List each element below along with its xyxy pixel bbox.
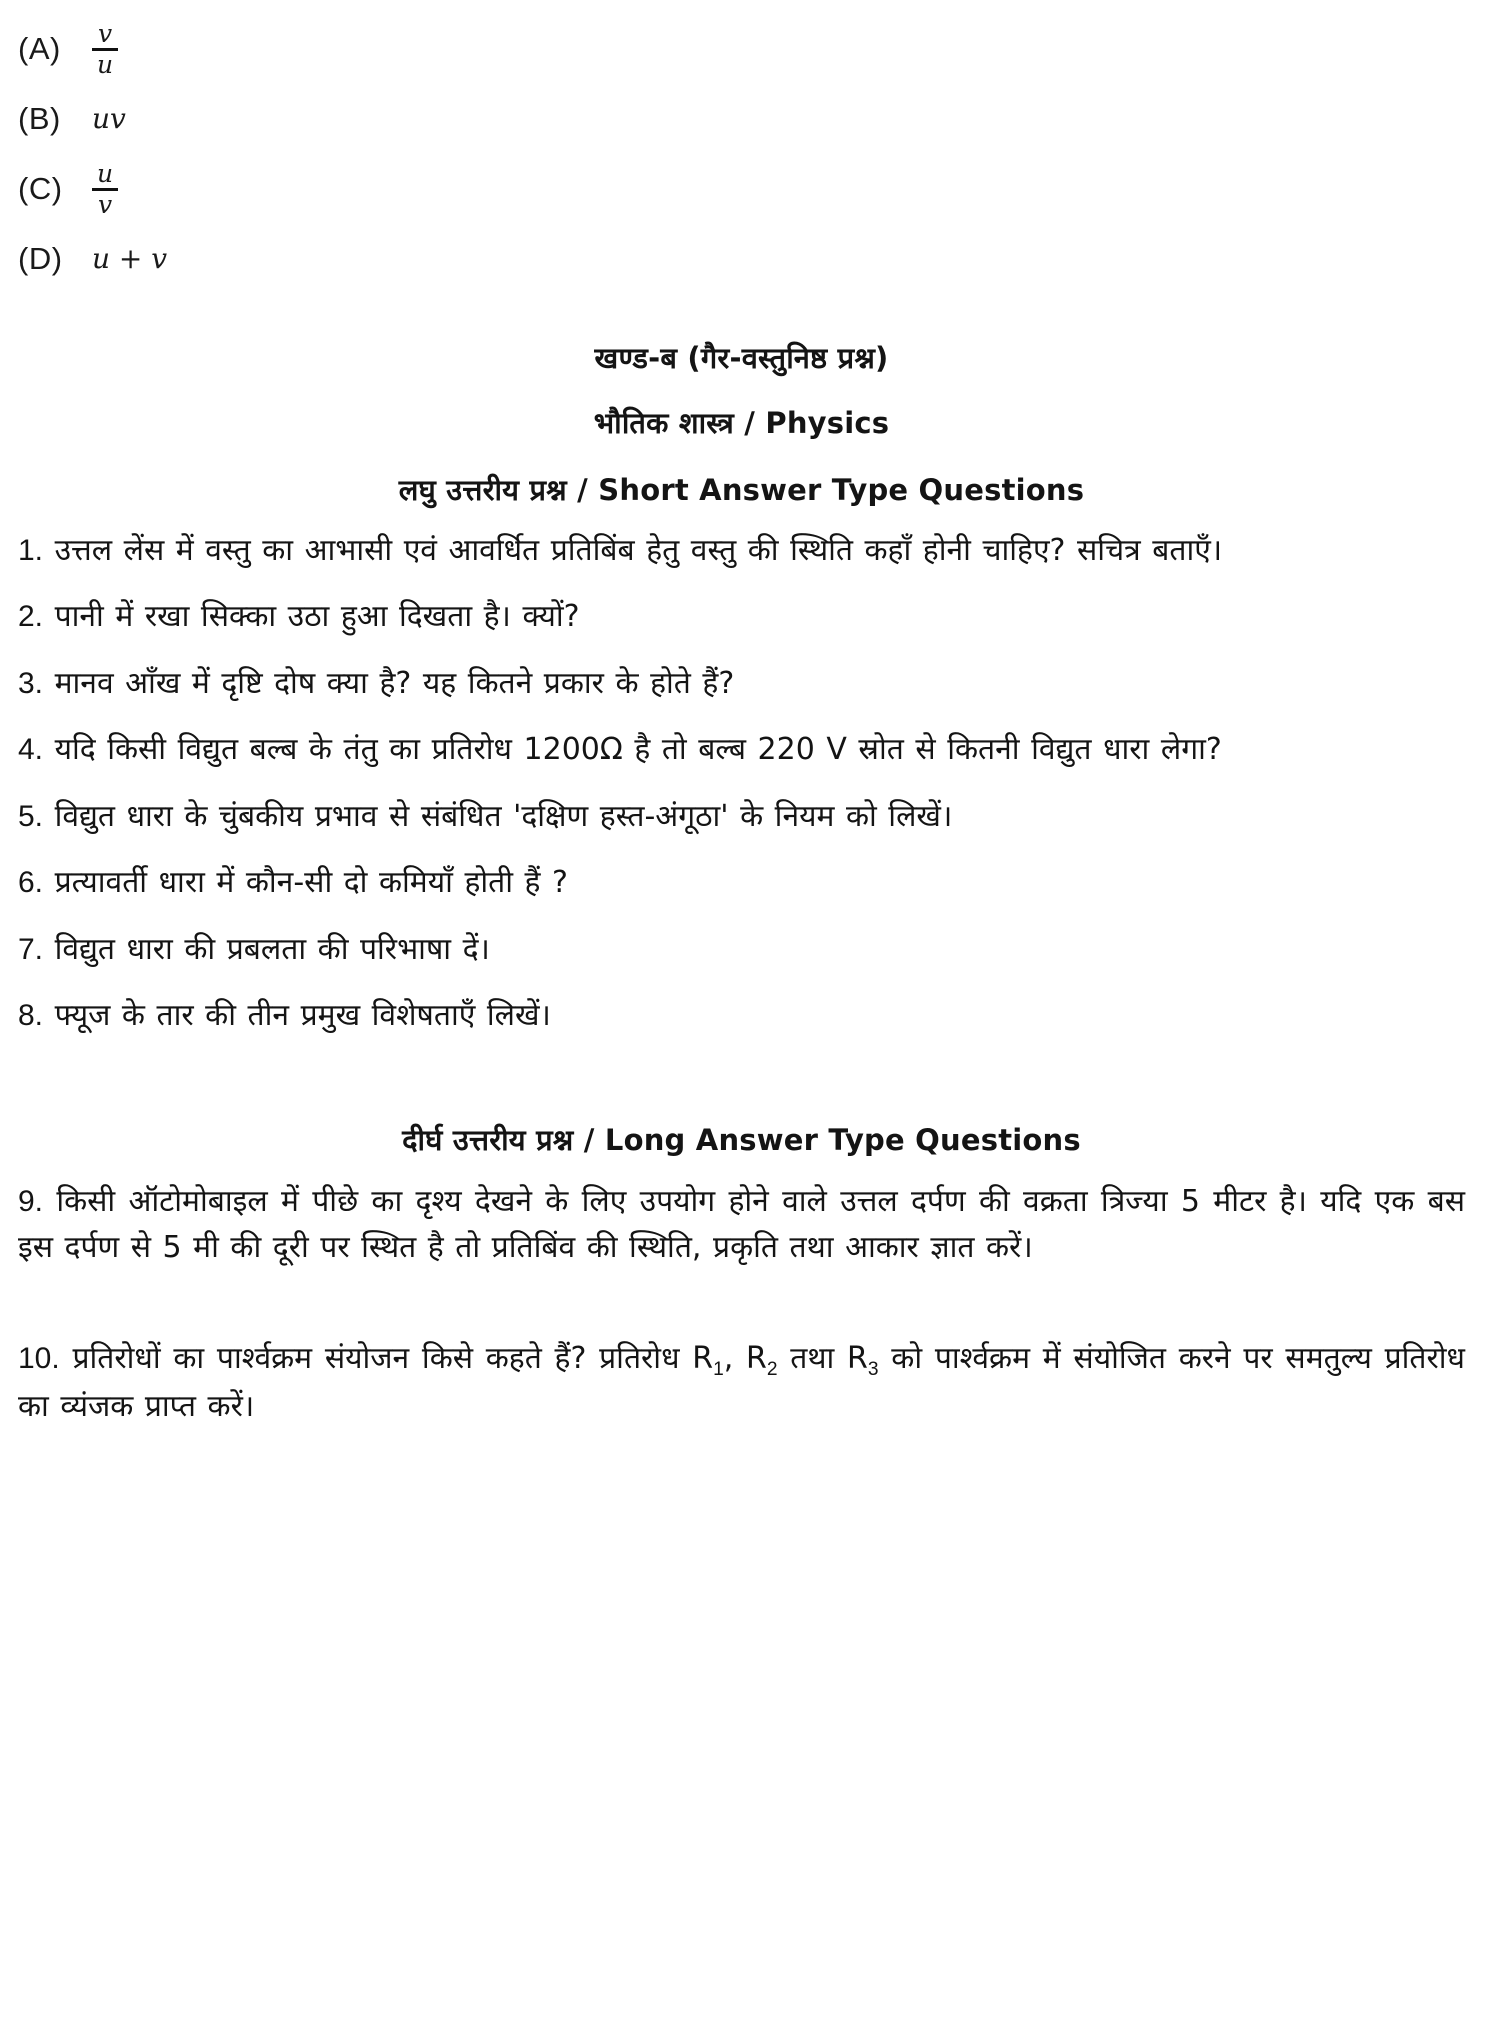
question-item [18,927,1465,974]
mcq-option-b-label: (B) [18,101,61,136]
resistor-subscript-2: 2 [766,1358,778,1380]
question-item [18,727,1465,774]
fraction-denominator: v [97,189,113,219]
mcq-options-list [18,18,1465,290]
question-item [18,661,1465,708]
mcq-option-c [18,158,1465,220]
question-text: किसी ऑटोमोबाइल में पीछे का दृश्य देखने के लिए उपयोग होने वाले उत्तल दर्पण की वक्रता त्रिज्या 5 मीटर है। यदि एक बस इस दर्पण से 5 मी की दूरी पर स्थित है तो प्रतिबिंव की स्थिति, प्रकृति तथा आकार ज्ञात करें। [18,1183,1465,1266]
section-heading-short-answer: लघु उत्तरीय प्रश्न / Short Answer Type Questions [398,473,1085,508]
short-answer-question-list [18,528,1465,1040]
mcq-option-d-label: (D) [18,241,63,276]
resistor-subscript-3: 3 [867,1358,879,1380]
question-number: 7. [18,932,44,966]
question-number: 5. [18,799,44,833]
mcq-option-c-value [92,161,118,217]
question-item [18,1336,1465,1431]
fraction-v-over-u [92,21,118,77]
section-heading-khand-b: खण्ड-ब (गैर-वस्तुनिष्ठ प्रश्न) [594,341,889,375]
question-item [18,794,1465,841]
question-text: उत्तल लेंस में वस्तु का आभासी एवं आवर्धित प्रतिबिंब हेतु वस्तु की स्थिति कहाँ होनी चाहिए? सचित्र बताएँ। [54,532,1223,568]
mcq-option-a-value [92,21,118,77]
fraction-numerator: v [97,19,113,48]
question-item [18,860,1465,907]
question-text: विद्युत धारा के चुंबकीय प्रभाव से संबंधित 'दक्षिण हस्त-अंगूठा' के नियम को लिखें। [54,798,953,834]
question-text: प्रत्यावर्ती धारा में कौन-सी दो कमियाँ होती हैं ? [54,865,568,901]
mcq-option-b [18,88,1465,150]
question-item [18,993,1465,1040]
mcq-option-c-label: (C) [18,171,63,206]
long-answer-question-list [18,1179,1465,1431]
question-number: 4. [18,733,44,767]
question-item [18,1179,1465,1272]
fraction-denominator: u [97,49,114,79]
question-text-mid-1: , R [723,1340,767,1376]
question-number: 1. [18,533,44,567]
question-number: 10. [18,1341,60,1375]
section-heading-subject: भौतिक शास्त्र / Physics [593,406,890,441]
fraction-u-over-v [92,161,118,217]
question-number: 3. [18,666,44,700]
question-item [18,528,1465,575]
resistor-subscript-1: 1 [713,1358,724,1380]
mcq-option-a-label: (A) [18,31,61,66]
mcq-option-d-value: u + v [92,242,168,275]
fraction-numerator: u [97,159,114,188]
question-text-part-1: प्रतिरोधों का पार्श्वक्रम संयोजन किसे कहते हैं? प्रतिरोध R [72,1340,714,1376]
mcq-option-a [18,18,1465,80]
mcq-option-b-value: uv [92,102,126,135]
question-number: 6. [18,866,44,900]
question-number: 8. [18,999,44,1033]
question-number: 2. [18,600,44,634]
mcq-option-d [18,228,1465,290]
section-heading-long-answer: दीर्घ उत्तरीय प्रश्न / Long Answer Type Questions [402,1122,1081,1157]
question-text: फ्यूज के तार की तीन प्रमुख विशेषताएँ लिखें। [54,998,551,1034]
question-text: यदि किसी विद्युत बल्ब के तंतु का प्रतिरोध 1200Ω है तो बल्ब 220 V स्रोत से कितनी विद्युत धारा लेगा? [54,732,1222,768]
question-item [18,594,1465,641]
question-text: पानी में रखा सिक्का उठा हुआ दिखता है। क्यों? [54,599,580,635]
question-text: मानव आँख में दृष्टि दोष क्या है? यह कितने प्रकार के होते हैं? [54,665,735,701]
question-text-mid-2: तथा R [777,1340,868,1376]
question-text: विद्युत धारा की प्रबलता की परिभाषा दें। [54,931,490,967]
question-spacer [18,1292,1465,1336]
question-number: 9. [18,1184,44,1218]
question-text-part-2: को पार्श्वक्रम में संयोजित करने पर समतुल्य प्रतिरोध का व्यंजक प्राप्त करें। [18,1340,1466,1425]
